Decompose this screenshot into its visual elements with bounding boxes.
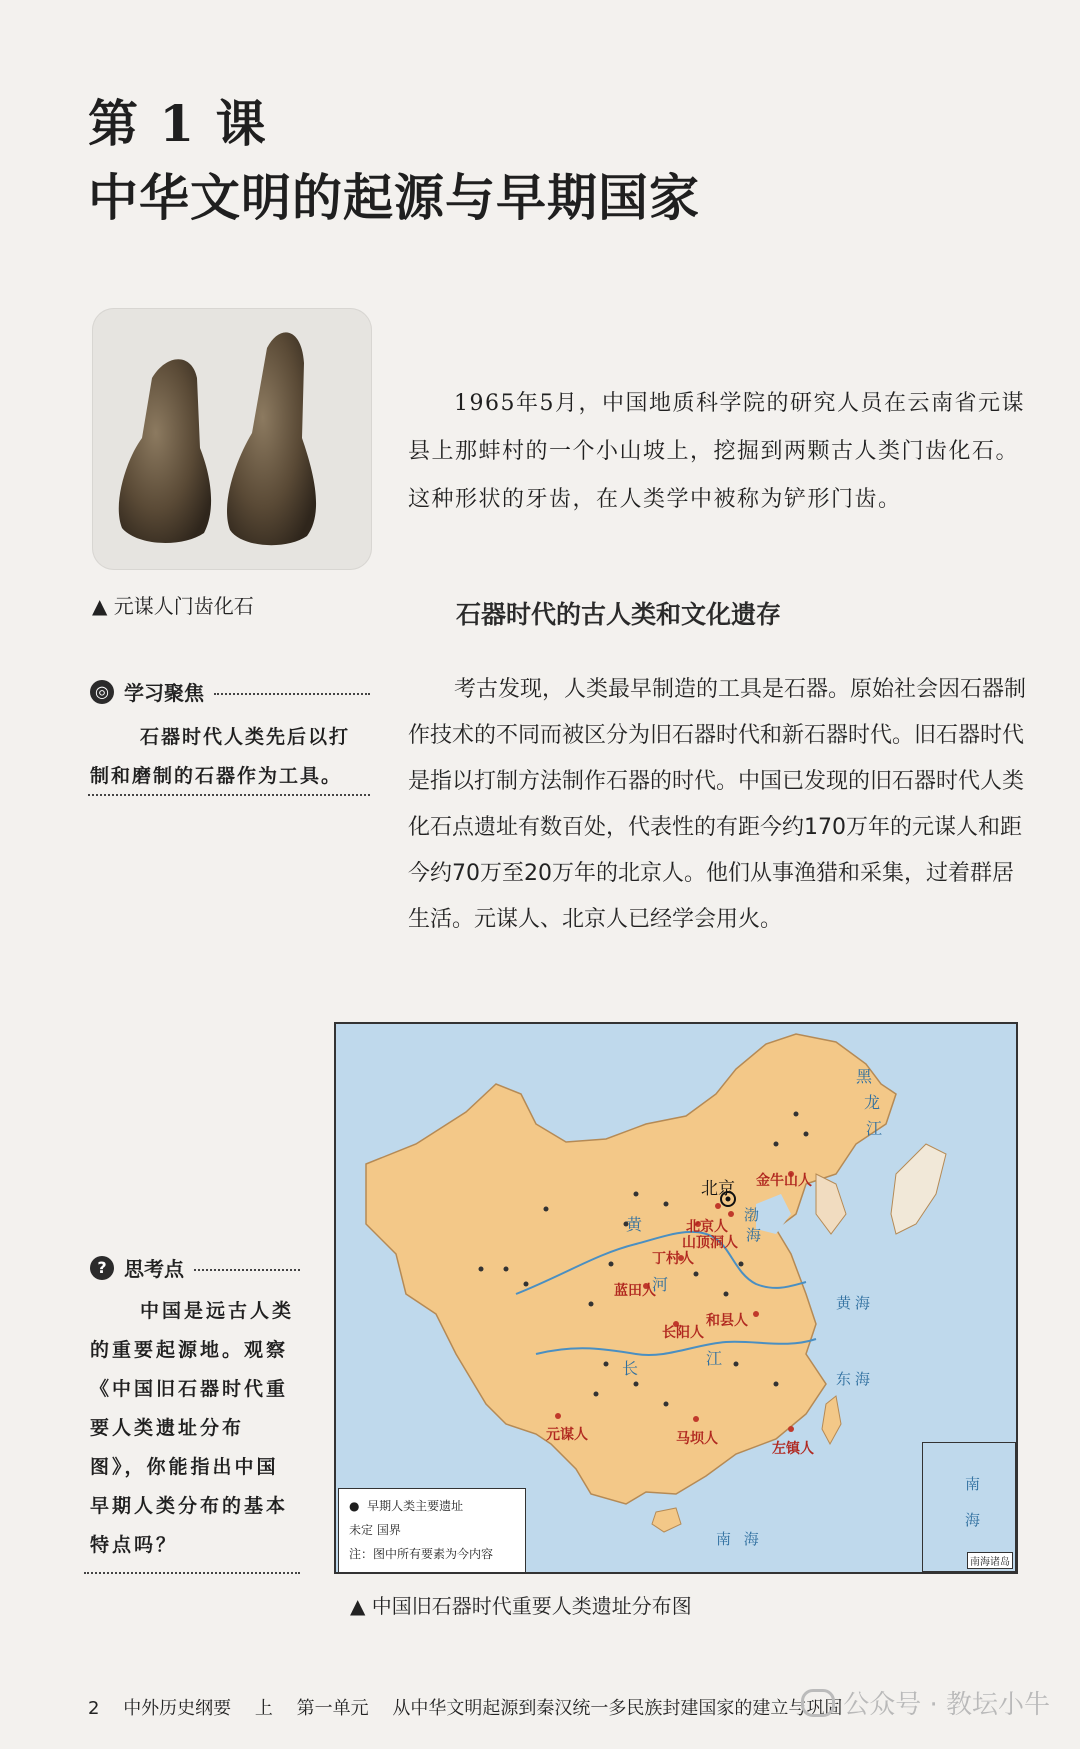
river-label: 长: [622, 1359, 639, 1378]
dotted-divider: [88, 794, 370, 796]
map-caption: ▲ 中国旧石器时代重要人类遗址分布图: [350, 1594, 692, 1618]
photo-caption: ▲ 元谋人门齿化石: [92, 594, 254, 618]
watermark-text: 公众号 · 教坛小牛: [843, 1690, 1050, 1720]
dotted-divider: [84, 1572, 300, 1574]
fossil-teeth-photo: [92, 308, 372, 570]
legend-item-site: ● 早期人类主要遗址: [349, 1499, 464, 1513]
wechat-icon: [801, 1689, 835, 1717]
site-label: 丁村人: [652, 1251, 694, 1267]
site-label: 马坝人: [676, 1431, 718, 1447]
river-label: 黄: [626, 1215, 643, 1234]
site-label: 元谋人: [546, 1427, 588, 1443]
paleolithic-sites-map: [334, 1022, 1018, 1574]
dotted-divider: [194, 1269, 300, 1271]
unit-title: 从中华文明起源到秦汉统一多民族封建国家的建立与巩固: [392, 1698, 843, 1719]
legend-note: 注：图中所有要素为今内容: [349, 1547, 494, 1561]
site-label: 左镇人: [772, 1441, 814, 1457]
sea-label: 南: [965, 1475, 985, 1493]
river-label: 江: [706, 1349, 723, 1368]
volume-label: 上: [254, 1698, 273, 1719]
sea-label: 东海: [836, 1370, 875, 1388]
page-footer: [88, 1694, 860, 1720]
body-paragraph: 考古发现，人类最早制造的工具是石器。原始社会因石器制作技术的不同而被区分为旧石器时代和新石器时代。旧石器时代是指以打制方法制作石器的时代。中国已发现的旧石器时代人类化石点遗址有数百处，代表性的有距今约170万年的元谋人和距今约70万至20万年的北京人。他们从事渔猎和采集，过着群居生活。元谋人、北京人已经学会用火。: [408, 677, 1027, 932]
study-focus-text: 石器时代人类先后以打制和磨制的石器作为工具。: [90, 726, 351, 787]
lesson-number: 第 1 课: [88, 94, 268, 153]
site-label: 和县人: [706, 1313, 748, 1329]
book-title: 中外历史纲要: [123, 1698, 232, 1719]
sea-label: 海: [965, 1511, 985, 1529]
site-label: 长阳人: [662, 1325, 704, 1341]
think-point-heading: 思考点: [124, 1257, 184, 1281]
south-china-sea-inset: [922, 1442, 1016, 1572]
capital-label: 北京: [701, 1179, 735, 1199]
question-icon: ?: [90, 1256, 114, 1280]
think-point-text: 中国是远古人类的重要起源地。观察《中国旧石器时代重要人类遗址分布图》，你能指出中国早期人类分布的基本特点吗？: [90, 1300, 295, 1556]
dot-icon: ●: [349, 1499, 360, 1513]
site-label: 蓝田人: [614, 1283, 656, 1299]
river-label: 龙: [864, 1093, 881, 1112]
intro-paragraph: 1965年5月，中国地质科学院的研究人员在云南省元谋县上那蚌村的一个小山坡上，挖掘到两颗古人类门齿化石。这种形状的牙齿，在人类学中被称为铲形门齿。: [408, 391, 1025, 512]
target-icon: ◎: [90, 680, 114, 704]
river-label: 黑: [856, 1067, 873, 1086]
site-label: 金牛山人: [756, 1173, 812, 1189]
section-heading: 石器时代的古人类和文化遗存: [456, 600, 782, 629]
legend-item-border: 未定 国界: [349, 1523, 401, 1537]
sea-label: 黄海: [836, 1294, 875, 1312]
river-label: 江: [866, 1119, 883, 1138]
sea-label: 南 海: [716, 1530, 763, 1548]
watermark: [801, 1684, 1050, 1721]
think-point-header: [90, 1253, 300, 1282]
unit-label: 第一单元: [296, 1698, 369, 1719]
site-label: 北京人: [686, 1219, 728, 1235]
river-label: 河: [652, 1275, 669, 1294]
dotted-divider: [214, 693, 370, 695]
study-focus-header: [90, 677, 370, 706]
lesson-title: 中华文明的起源与早期国家: [88, 168, 700, 227]
study-focus-heading: 学习聚焦: [124, 681, 204, 705]
border-line-icon: 未定: [349, 1523, 374, 1537]
page-number: 2: [88, 1698, 100, 1719]
sea-label: 渤: [744, 1206, 764, 1224]
inset-label: 南海诸岛: [967, 1552, 1013, 1569]
map-legend: [338, 1488, 526, 1574]
sea-label: 海: [746, 1226, 766, 1244]
site-label: 山顶洞人: [682, 1235, 738, 1251]
